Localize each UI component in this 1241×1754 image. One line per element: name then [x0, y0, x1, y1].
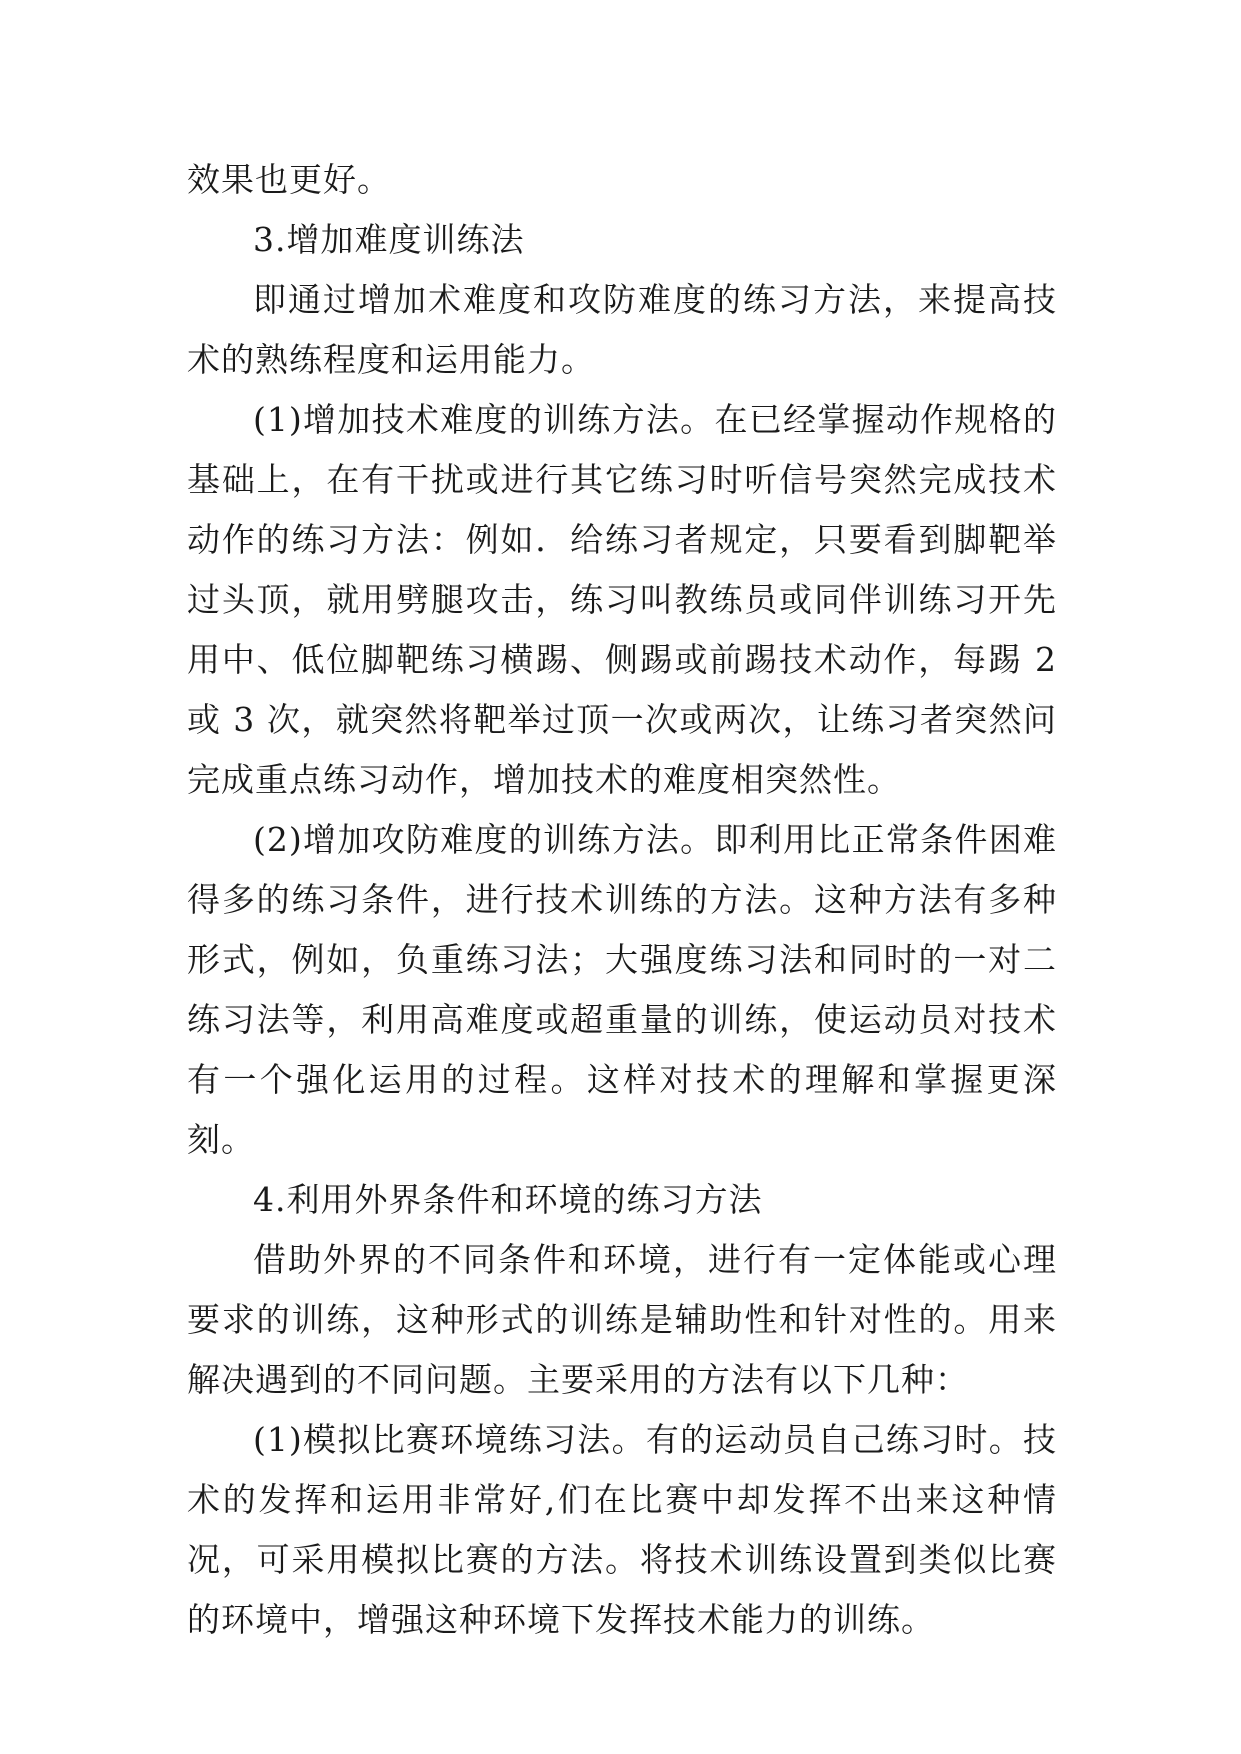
paragraph-intro-environment: 借助外界的不同条件和环境，进行有一定体能或心理要求的训练，这种形式的训练是辅助性和针对性的。用来解决遇到的不同问题。主要采用的方法有以下几种： [187, 1240, 1057, 1399]
paragraph-attack-defense-difficulty: (2)增加攻防难度的训练方法。即利用比正常条件困难得多的练习条件，进行技术训练的方法。这种方法有多种形式，例如，负重练习法；大强度练习法和同时的一对二练习法等，利用高难度或超重量的训练，使运动员对技术有一个强化运用的过程。这样对技术的理解和掌握更深刻。 [187, 820, 1057, 1159]
paragraph-technique-difficulty: (1)增加技术难度的训练方法。在已经掌握动作规格的基础上，在有干扰或进行其它练习时听信号突然完成技术动作的练习方法：例如．给练习者规定，只要看到脚靶举过头顶，就用劈腿攻击，练习叫教练员或同伴训练习开先用中、低位脚靶练习横踢、侧踢或前踢技术动作，每踢 2 或 3 次，就突然将靶举过顶一次或两次，让练习者突然问完成重点练习动作，增加技术的难度相突然性。 [187, 400, 1057, 799]
section-heading-3: 3.增加难度训练法 [253, 220, 525, 259]
paragraph-intro-difficulty: 即通过增加术难度和攻防难度的练习方法，来提高技术的熟练程度和运用能力。 [187, 280, 1057, 379]
section-heading-4: 4.利用外界条件和环境的练习方法 [253, 1180, 763, 1219]
paragraph-simulated-competition: (1)模拟比赛环境练习法。有的运动员自己练习时。技术的发挥和运用非常好,们在比赛中却发挥不出来这种情况，可采用模拟比赛的方法。将技术训练设置到类似比赛的环境中，增强这种环境下发挥技术能力的训练。 [187, 1420, 1057, 1639]
document-body [187, 150, 1057, 1650]
paragraph-continuation: 效果也更好。 [187, 160, 391, 199]
